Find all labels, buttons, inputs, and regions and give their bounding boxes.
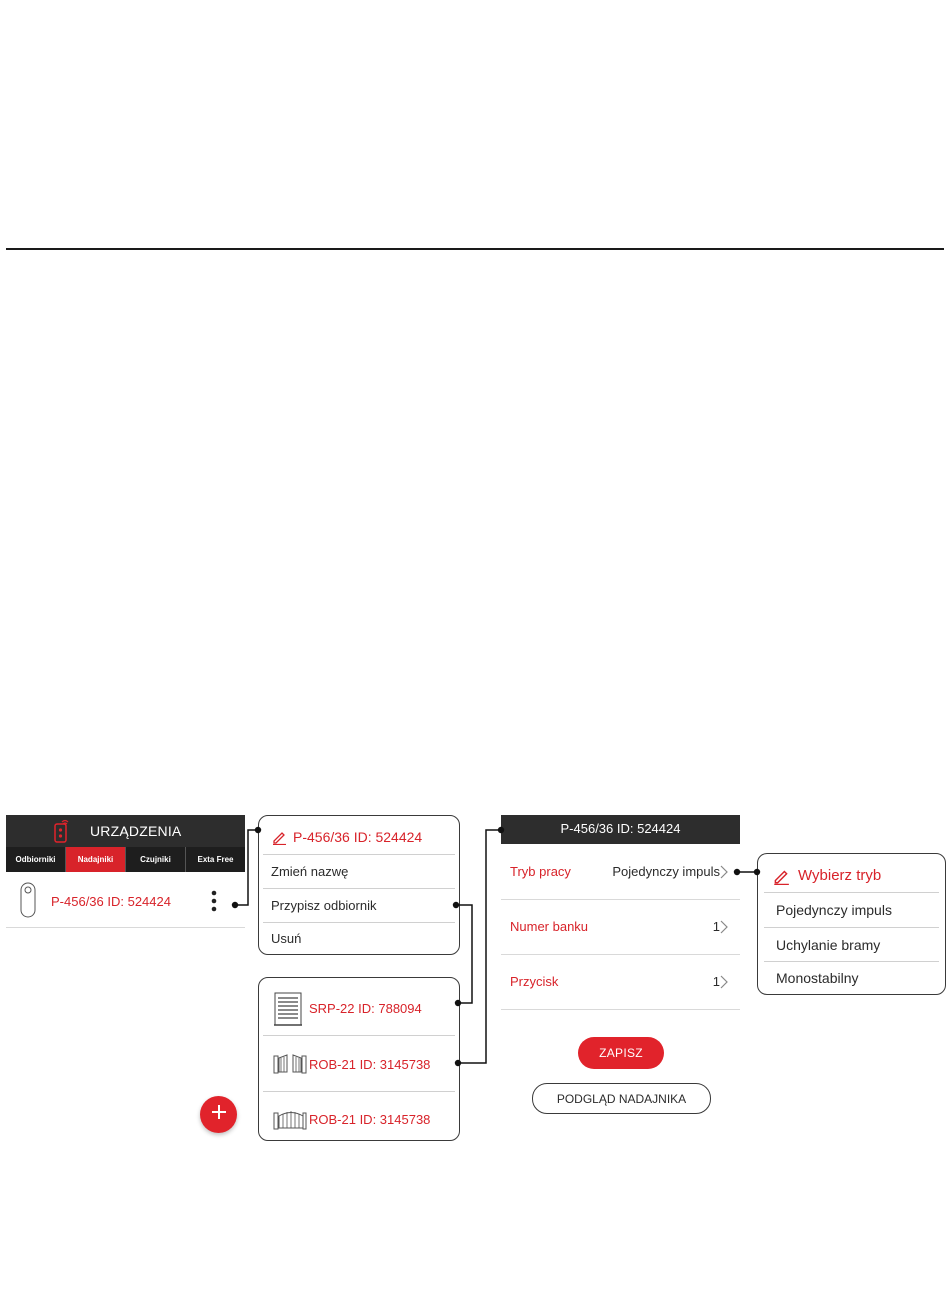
chevron-right-icon xyxy=(720,865,728,882)
divider-line xyxy=(6,248,944,250)
setting-row-button[interactable]: Przycisk 1 xyxy=(501,955,740,1010)
setting-row-mode[interactable]: Tryb pracy Pojedynczy impuls xyxy=(501,845,740,900)
mode-picker xyxy=(757,853,946,995)
device-tabs xyxy=(6,847,245,872)
receiver-label: SRP-22 ID: 788094 xyxy=(309,1001,422,1016)
chevron-right-icon xyxy=(720,975,728,992)
phone-remote-icon xyxy=(52,819,70,848)
mode-picker-title: Wybierz tryb xyxy=(798,867,882,884)
mode-option-gate-opening[interactable]: Uchylanie bramy xyxy=(764,928,939,962)
receiver-item[interactable] xyxy=(263,980,455,1036)
device-context-menu xyxy=(258,815,460,955)
receiver-item[interactable] xyxy=(263,1092,455,1137)
tab-exta-free[interactable]: Exta Free xyxy=(197,855,234,864)
swing-gate-icon xyxy=(273,1052,307,1079)
receiver-label: ROB-21 ID: 3145738 xyxy=(309,1057,431,1072)
page-title: URZĄDZENIA xyxy=(90,823,182,839)
menu-item-assign-receiver[interactable]: Przypisz odbiornik xyxy=(263,889,455,923)
more-vertical-icon[interactable] xyxy=(210,890,218,917)
menu-header xyxy=(263,822,455,855)
chevron-right-icon xyxy=(720,920,728,937)
add-button[interactable] xyxy=(200,1096,237,1133)
setting-row-bank[interactable]: Numer banku 1 xyxy=(501,900,740,955)
tab-czujniki[interactable]: Czujniki xyxy=(126,847,186,872)
device-row[interactable] xyxy=(6,873,245,928)
receiver-label: ROB-21 ID: 3145738 xyxy=(309,1112,431,1127)
mode-option-monostable[interactable]: Monostabilny xyxy=(776,970,859,986)
mode-option-single-pulse[interactable]: Pojedynczy impuls xyxy=(764,893,939,928)
tab-nadajniki[interactable]: Nadajniki xyxy=(66,847,126,872)
devices-header xyxy=(6,815,245,847)
menu-item-delete[interactable]: Usuń xyxy=(271,931,302,946)
menu-title: P-456/36 ID: 524424 xyxy=(293,829,423,845)
plus-icon xyxy=(211,1104,227,1125)
preview-transmitter-button[interactable]: PODGLĄD NADAJNIKA xyxy=(532,1083,711,1114)
receiver-list xyxy=(258,977,460,1141)
save-button[interactable]: ZAPISZ xyxy=(578,1037,664,1069)
remote-icon xyxy=(20,882,36,923)
device-name: P-456/36 ID: 524424 xyxy=(51,894,171,909)
edit-icon xyxy=(772,867,790,888)
sliding-gate-icon xyxy=(273,1108,307,1135)
tab-odbiorniki[interactable]: Odbiorniki xyxy=(6,847,66,872)
receiver-item[interactable] xyxy=(263,1036,455,1092)
roller-blind-icon xyxy=(273,992,303,1031)
settings-header: P-456/36 ID: 524424 xyxy=(501,815,740,844)
menu-item-rename[interactable]: Zmień nazwę xyxy=(263,855,455,889)
mode-picker-header xyxy=(764,858,939,893)
edit-icon xyxy=(271,829,287,848)
